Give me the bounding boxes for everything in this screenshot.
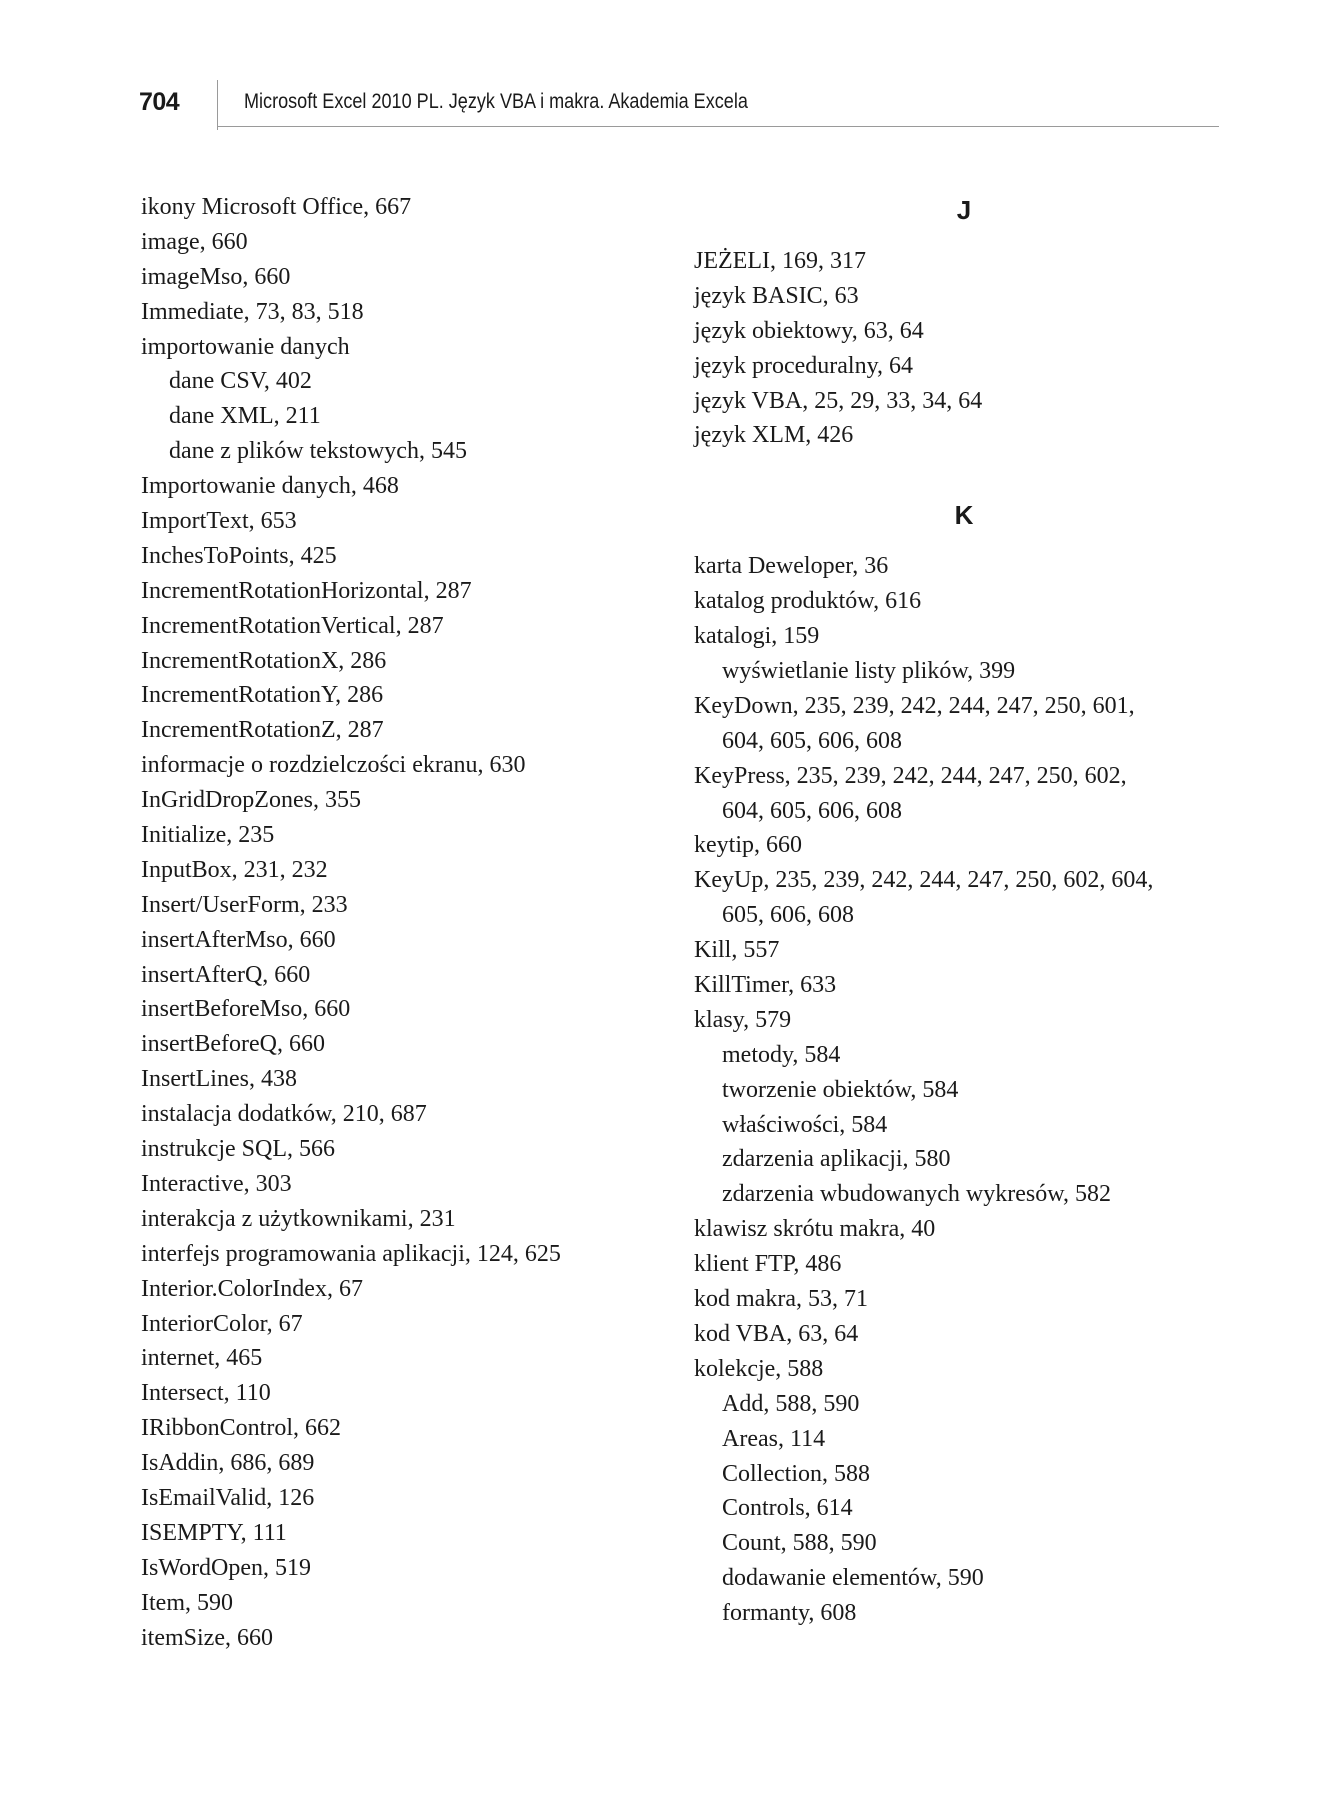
header-divider	[217, 80, 218, 130]
index-entry: IsWordOpen, 519	[141, 1554, 312, 1581]
index-entry: Immediate, 73, 83, 518	[141, 298, 364, 325]
index-subentry: dane z plików tekstowych, 545	[169, 438, 467, 465]
index-entry: KeyUp, 235, 239, 242, 244, 247, 250, 602, 604,	[694, 867, 1154, 894]
index-column-right	[694, 190, 1234, 1631]
section-letter-j: J	[956, 195, 972, 225]
index-subentry: zdarzenia wbudowanych wykresów, 582	[722, 1181, 1111, 1208]
index-entry: importowanie danych	[141, 333, 350, 360]
index-subentry: tworzenie obiektów, 584	[722, 1076, 959, 1103]
index-entry: InGridDropZones, 355	[141, 787, 361, 814]
index-entry: IncrementRotationZ, 287	[141, 717, 384, 744]
index-entry: IsAddin, 686, 689	[141, 1450, 315, 1477]
index-entry: ISEMPTY, 111	[141, 1519, 287, 1546]
index-entry: insertAfterQ, 660	[141, 961, 311, 988]
index-entry: instrukcje SQL, 566	[141, 1136, 335, 1163]
index-entry: IsEmailValid, 126	[141, 1484, 315, 1511]
index-entry: ikony Microsoft Office, 667	[141, 194, 412, 220]
index-entry: język XLM, 426	[694, 422, 854, 449]
index-entry: imageMso, 660	[141, 263, 291, 290]
index-entry: InchesToPoints, 425	[141, 542, 337, 569]
index-subentry: dane XML, 211	[169, 403, 321, 430]
index-entry: kod VBA, 63, 64	[694, 1320, 859, 1347]
index-entry: kod makra, 53, 71	[694, 1286, 868, 1313]
index-subentry: zdarzenia aplikacji, 580	[722, 1146, 951, 1173]
index-entry: klient FTP, 486	[694, 1251, 842, 1278]
index-entry: Intersect, 110	[141, 1380, 271, 1407]
index-entry: image, 660	[141, 228, 248, 255]
index-entry: insertAfterMso, 660	[141, 926, 336, 953]
index-entry-continuation: 604, 605, 606, 608	[722, 797, 902, 824]
index-entry: IncrementRotationVertical, 287	[141, 612, 444, 639]
index-entry: IRibbonControl, 662	[141, 1415, 342, 1442]
index-subentry: Areas, 114	[722, 1425, 826, 1452]
index-entry: KeyDown, 235, 239, 242, 244, 247, 250, 601,	[694, 692, 1135, 719]
index-entry: język proceduralny, 64	[694, 352, 914, 379]
book-title: Microsoft Excel 2010 PL. Język VBA i makra. Akademia Excela	[244, 90, 748, 113]
index-subentry: Controls, 614	[722, 1495, 853, 1522]
index-entry: katalogi, 159	[694, 623, 820, 650]
index-entry: kolekcje, 588	[694, 1355, 824, 1382]
index-entry: itemSize, 660	[141, 1624, 273, 1651]
index-subentry: Collection, 588	[722, 1460, 870, 1487]
index-entry: keytip, 660	[694, 832, 802, 859]
index-entry: Insert/UserForm, 233	[141, 891, 348, 918]
index-entry: KillTimer, 633	[694, 972, 837, 999]
index-entry: interakcja z użytkownikami, 231	[141, 1205, 456, 1232]
index-entry: InsertLines, 438	[141, 1066, 297, 1093]
index-entry: Interior.ColorIndex, 67	[141, 1275, 363, 1302]
index-entry-continuation: 605, 606, 608	[722, 902, 854, 929]
index-entry: Initialize, 235	[141, 822, 275, 849]
index-entry: insertBeforeQ, 660	[141, 1031, 325, 1058]
index-entry: informacje o rozdzielczości ekranu, 630	[141, 752, 526, 779]
index-entry: język BASIC, 63	[694, 282, 859, 309]
index-subentry: dodawanie elementów, 590	[722, 1565, 984, 1592]
index-entry: IncrementRotationY, 286	[141, 682, 384, 709]
page-number: 704	[139, 88, 180, 116]
index-subentry: Add, 588, 590	[722, 1390, 860, 1417]
index-entry: język VBA, 25, 29, 33, 34, 64	[694, 387, 983, 414]
index-entry: interfejs programowania aplikacji, 124, 625	[141, 1240, 561, 1267]
index-entry: Kill, 557	[694, 937, 780, 964]
index-entry: Item, 590	[141, 1589, 233, 1616]
index-entry: karta Deweloper, 36	[694, 553, 889, 580]
index-entry: katalog produktów, 616	[694, 588, 922, 615]
header-rule	[217, 126, 1219, 127]
index-entry: Importowanie danych, 468	[141, 473, 399, 500]
index-entry: KeyPress, 235, 239, 242, 244, 247, 250, 602,	[694, 762, 1127, 789]
index-entry: klasy, 579	[694, 1006, 792, 1033]
index-column-left	[141, 190, 681, 1655]
index-entry: InputBox, 231, 232	[141, 856, 328, 883]
index-subentry: dane CSV, 402	[169, 368, 312, 395]
index-entry: klawisz skrótu makra, 40	[694, 1216, 936, 1243]
index-subentry: Count, 588, 590	[722, 1530, 877, 1557]
index-entry: InteriorColor, 67	[141, 1310, 303, 1337]
section-letter-k: K	[954, 500, 974, 531]
index-entry: język obiektowy, 63, 64	[694, 317, 924, 344]
index-entry: Interactive, 303	[141, 1170, 292, 1197]
index-entry: IncrementRotationX, 286	[141, 647, 387, 674]
index-subentry: metody, 584	[722, 1041, 841, 1068]
section-gap	[694, 453, 1234, 495]
index-subentry: właściwości, 584	[722, 1111, 888, 1138]
index-subentry: formanty, 608	[722, 1600, 857, 1627]
index-entry-continuation: 604, 605, 606, 608	[722, 727, 902, 754]
index-subentry: wyświetlanie listy plików, 399	[722, 658, 1016, 685]
index-entry: JEŻELI, 169, 317	[694, 248, 866, 274]
index-entry: IncrementRotationHorizontal, 287	[141, 577, 472, 604]
running-header	[139, 84, 1219, 130]
index-entry: insertBeforeMso, 660	[141, 996, 351, 1023]
index-entry: instalacja dodatków, 210, 687	[141, 1101, 427, 1128]
index-entry: ImportText, 653	[141, 508, 297, 535]
index-entry: internet, 465	[141, 1345, 263, 1372]
